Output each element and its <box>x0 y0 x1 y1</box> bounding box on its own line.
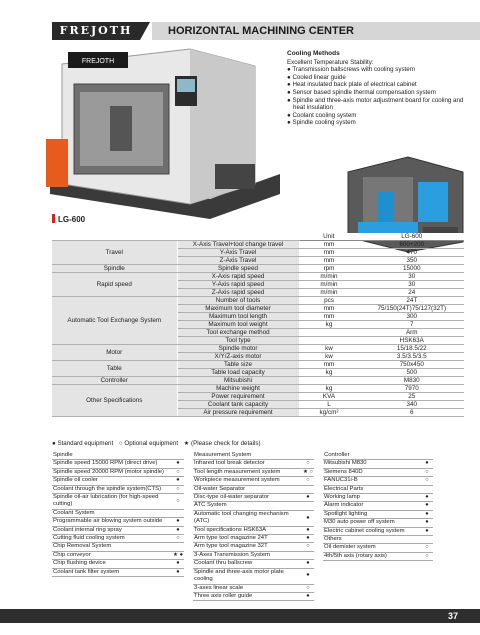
equipment-row <box>323 527 433 535</box>
spec-unit: mm <box>299 241 359 249</box>
spec-item: Tool type <box>177 337 299 345</box>
spec-unit: m/min <box>299 281 359 289</box>
equipment-mark: ● <box>302 568 314 584</box>
spec-value: 7 <box>359 321 464 329</box>
spec-value: Arm <box>359 329 464 337</box>
spec-group: Rapid speed <box>52 273 177 297</box>
equipment-row <box>193 535 314 543</box>
spec-item: Y-Axis Travel <box>177 249 299 257</box>
cooling-item: ● Spindle and three-axis motor adjustment board for cooling and heat insulation <box>287 96 464 112</box>
equipment-mark: ● <box>172 568 184 576</box>
svg-text:FREJOTH: FREJOTH <box>81 58 115 65</box>
equipment-mark: ● <box>172 518 184 526</box>
equipment-row <box>52 551 184 559</box>
equipment-name: Infrared tool break detector <box>193 460 302 468</box>
equipment-name: Tool specifications HSK63A <box>193 526 302 534</box>
spec-header-unit: Unit <box>299 233 359 241</box>
equipment-mark: ● <box>421 502 433 510</box>
model-name: LG-600 <box>58 215 86 224</box>
spec-value: HSK63A <box>359 337 464 345</box>
cooling-item: ● Spindle cooling system <box>287 119 356 127</box>
equipment-name: Arm type tool magazine 32T <box>193 543 302 551</box>
equipment-row <box>193 560 314 568</box>
equipment-name: Workpiece measurement system <box>193 477 302 485</box>
spec-item: X-Axis rapid speed <box>177 273 299 281</box>
equipment-row <box>323 519 433 527</box>
equipment-mark <box>421 485 433 493</box>
equipment-mark: ● <box>421 527 433 535</box>
spec-value: 500 <box>359 369 464 377</box>
spec-value: 30 <box>359 281 464 289</box>
spec-item: Table size <box>177 361 299 369</box>
equipment-mark <box>421 536 433 544</box>
spec-value: 600+200 <box>359 241 464 249</box>
equipment-mark: ● <box>302 510 314 526</box>
equipment-mark: ○ <box>302 543 314 551</box>
equipment-name: 4th/5th axis (rotary axis) <box>323 552 421 560</box>
spec-item: Power requirement <box>177 393 299 401</box>
header <box>0 22 480 40</box>
spec-unit: L <box>299 401 359 409</box>
equipment-name: Disc-type oil-water separator <box>193 494 302 502</box>
equipment-mark: ● <box>172 460 184 468</box>
spec-header-value: LG-600 <box>359 233 464 241</box>
spec-unit <box>299 337 359 345</box>
equipment-row <box>52 535 184 543</box>
equipment-mark: ● <box>421 510 433 518</box>
equipment-column-3 <box>323 452 433 561</box>
equipment-row <box>193 494 314 502</box>
equipment-mark: ● <box>421 460 433 468</box>
spec-header-blank <box>177 233 299 241</box>
cooling-item: ● Heat insulated back plate of electrical cabinet <box>287 81 417 89</box>
spec-item: Spindle motor <box>177 345 299 353</box>
equipment-row <box>52 560 184 568</box>
equipment-name: Oil demister system <box>323 544 421 552</box>
spec-unit: m/min <box>299 289 359 297</box>
cooling-title: Cooling Methods <box>287 50 340 57</box>
equipment-name: Spindle oil cooler <box>52 477 172 485</box>
spec-value: 24T <box>359 297 464 305</box>
spec-group: Other Specifications <box>52 385 177 417</box>
spec-item: Maximum tool weight <box>177 321 299 329</box>
spec-header-row <box>52 233 464 241</box>
spec-value: M830 <box>359 377 464 385</box>
equipment-row <box>323 477 433 485</box>
equipment-row <box>323 552 433 560</box>
spec-value: 6 <box>359 409 464 417</box>
equipment-row <box>52 468 184 476</box>
equipment-mark: ● <box>421 519 433 527</box>
equipment-name: Programmable air blowing system outside <box>52 518 172 526</box>
equipment-mark: ○ <box>421 468 433 476</box>
footer-bar <box>0 609 480 623</box>
equipment-row <box>52 460 184 468</box>
equipment-name: Coolant tank filter system <box>52 568 172 576</box>
equipment-mark: ○ <box>172 535 184 543</box>
equipment-name: M30 auto power off system <box>323 519 421 527</box>
equipment-mark: ○ <box>172 494 184 510</box>
model-label <box>52 214 85 224</box>
spec-value: 15/18.5/22 <box>359 345 464 353</box>
equipment-mark: ○ <box>172 485 184 493</box>
equipment-section-title: Electrical Parts <box>323 485 421 493</box>
equipment-name: Spindle oil-air lubrication (for high-speed cutting) <box>52 494 172 510</box>
equipment-row <box>323 544 433 552</box>
spec-value: 3.5/3.5/3.5 <box>359 353 464 361</box>
equipment-mark <box>172 452 184 460</box>
spec-item: Mitsubishi <box>177 377 299 385</box>
equipment-name: Three axis roller guide <box>193 592 302 600</box>
spec-group: Controller <box>52 377 177 385</box>
equipment-row <box>52 494 184 510</box>
spec-item: Z-Axis Travel <box>177 257 299 265</box>
equipment-section-title: Oil-water Separator <box>193 485 302 493</box>
spec-body <box>52 233 464 417</box>
spec-unit: mm <box>299 305 359 313</box>
equipment-name: Arm type tool magazine 24T <box>193 535 302 543</box>
equipment-row <box>323 468 433 476</box>
equipment-section-title: Controller <box>323 452 421 460</box>
spec-unit: mm <box>299 361 359 369</box>
equipment-section-header <box>323 485 433 493</box>
spec-unit: mm <box>299 249 359 257</box>
equipment-mark: ○ <box>421 477 433 485</box>
equipment-mark: ● <box>421 494 433 502</box>
equipment-mark <box>302 452 314 460</box>
equipment-mark: ○ <box>302 584 314 592</box>
equipment-section-title: Measurement System <box>193 452 302 460</box>
equipment-mark: ○ <box>302 477 314 485</box>
equipment-section-title: Coolant System <box>52 509 172 517</box>
equipment-mark: ● <box>302 592 314 600</box>
equipment-section-title: Spindle <box>52 452 172 460</box>
page-title: HORIZONTAL MACHINING CENTER <box>168 25 354 37</box>
spec-value: 7970 <box>359 385 464 393</box>
equipment-name: Alarm indicator <box>323 502 421 510</box>
equipment-row <box>323 510 433 518</box>
cooling-item: ● Sensor based spindle thermal compensation system <box>287 88 436 96</box>
spec-unit: mm <box>299 313 359 321</box>
legend-optional: ○ Optional equipment <box>118 440 179 447</box>
spec-value: 25 <box>359 393 464 401</box>
spec-row <box>52 273 464 281</box>
spec-unit: kg/cm² <box>299 409 359 417</box>
equipment-section-header <box>52 543 184 551</box>
spec-unit: kg <box>299 369 359 377</box>
equipment-mark <box>172 543 184 551</box>
equipment-name: Spindle speed 15000 RPM (direct drive) <box>52 460 172 468</box>
equipment-name: Tool length measurement system <box>193 468 302 476</box>
equipment-mark: ○ <box>421 544 433 552</box>
equipment-name: Siemens 840D <box>323 468 421 476</box>
equipment-name: FANUC31i-B <box>323 477 421 485</box>
equipment-name: Electric cabinet cooling system <box>323 527 421 535</box>
spec-unit: mm <box>299 257 359 265</box>
equipment-section-header <box>52 509 184 517</box>
spec-row <box>52 297 464 305</box>
equipment-mark: ● <box>302 560 314 568</box>
equipment-row <box>52 568 184 576</box>
spec-unit: pcs <box>299 297 359 305</box>
equipment-mark: ● <box>172 477 184 485</box>
equipment-mark <box>302 551 314 559</box>
equipment-mark: ○ <box>302 460 314 468</box>
spec-item: Y-Axis rapid speed <box>177 281 299 289</box>
equipment-row <box>193 584 314 592</box>
equipment-row <box>323 502 433 510</box>
cooling-item: ● Coolant cooling system <box>287 111 357 119</box>
equipment-name: Chip conveyor <box>52 551 172 559</box>
equipment-mark: ● <box>172 560 184 568</box>
spec-item: Coolant tank capacity <box>177 401 299 409</box>
equipment-mark <box>421 452 433 460</box>
equipment-row <box>193 543 314 551</box>
equipment-row <box>193 510 314 526</box>
equipment-mark: ○ <box>421 552 433 560</box>
spec-value: 15000 <box>359 265 464 273</box>
spec-group: Table <box>52 361 177 377</box>
equipment-section-title: Others <box>323 536 421 544</box>
spec-table <box>52 233 464 417</box>
equipment-row <box>193 468 314 476</box>
equipment-mark: ● <box>302 494 314 502</box>
spec-item: X-Axis Travel+tool change travel <box>177 241 299 249</box>
equipment-section-header <box>193 485 314 493</box>
spec-item: Tool exchange method <box>177 329 299 337</box>
equipment-row <box>52 485 184 493</box>
legend-check: ★ (Please check for details) <box>183 440 261 447</box>
spec-item: Spindle speed <box>177 265 299 273</box>
spec-unit: kg <box>299 321 359 329</box>
equipment-mark: ★ ● <box>173 551 183 558</box>
spec-unit <box>299 377 359 385</box>
equipment-name: Cutting fluid cooling system <box>52 535 172 543</box>
equipment-section-header <box>193 502 314 510</box>
spec-value: 350 <box>359 257 464 265</box>
equipment-section-header <box>323 452 433 460</box>
equipment-section-header <box>52 452 184 460</box>
equipment-row <box>193 460 314 468</box>
spec-value: 75/150(24T)75/127(32T) <box>359 305 464 313</box>
legend <box>52 440 265 447</box>
equipment-name: Working lamp <box>323 494 421 502</box>
cooling-intro: Excellent Temperature Stability: <box>287 58 374 66</box>
spec-item: X/Y/Z-axis motor <box>177 353 299 361</box>
equipment-section-header <box>323 536 433 544</box>
equipment-name: Spindle speed 20000 RPM (motor spindle) <box>52 468 172 476</box>
equipment-name: Coolant internal ring spray <box>52 526 172 534</box>
page-number: 37 <box>447 611 458 621</box>
equipment-section-title: Chip Removal System <box>52 543 172 551</box>
spec-row <box>52 265 464 273</box>
equipment-mark: ○ <box>172 468 184 476</box>
brand-logo: FREJOTH <box>52 22 140 40</box>
equipment-column-1 <box>52 452 184 577</box>
equipment-name: 3-axes linear scale <box>193 584 302 592</box>
spec-unit: kw <box>299 353 359 361</box>
legend-standard: ● Standard equipment <box>52 440 114 447</box>
equipment-row <box>193 568 314 584</box>
spec-group: Spindle <box>52 265 177 273</box>
spec-item: Air pressure requirement <box>177 409 299 417</box>
equipment-section-title: 3-Axes Transmission System <box>193 551 302 559</box>
equipment-name: Chip flushing device <box>52 560 172 568</box>
spec-item: Maximum tool diameter <box>177 305 299 313</box>
spec-row <box>52 361 464 369</box>
equipment-mark: ● <box>302 526 314 534</box>
spec-row <box>52 345 464 353</box>
spec-item: Machine weight <box>177 385 299 393</box>
equipment-mark: ● <box>172 526 184 534</box>
equipment-section-title: ATC System <box>193 502 302 510</box>
equipment-row <box>52 526 184 534</box>
equipment-mark: ● <box>302 535 314 543</box>
equipment-row <box>52 477 184 485</box>
spec-row <box>52 377 464 385</box>
equipment-name: Spindle and three-axis motor plate cooling <box>193 568 302 584</box>
equipment-name: Mitsubishi M830 <box>323 460 421 468</box>
spec-unit: kg <box>299 385 359 393</box>
spec-item: Number of tools <box>177 297 299 305</box>
machine-main-image <box>40 44 288 224</box>
spec-group: Travel <box>52 241 177 265</box>
equipment-name: Coolant thru ballscrew <box>193 560 302 568</box>
cooling-item: ● Transmission ballscrews with cooling system <box>287 66 415 74</box>
spec-group: Motor <box>52 345 177 361</box>
equipment-section-header <box>193 452 314 460</box>
equipment-name: Coolant through the spindle system(CTS) <box>52 485 172 493</box>
spec-value: 300 <box>359 313 464 321</box>
spec-unit: kw <box>299 345 359 353</box>
equipment-row <box>193 477 314 485</box>
spec-unit: rpm <box>299 265 359 273</box>
spec-unit <box>299 329 359 337</box>
accent-bar <box>52 214 55 223</box>
cooling-methods <box>287 50 472 127</box>
spec-row <box>52 241 464 249</box>
spec-unit: m/min <box>299 273 359 281</box>
equipment-row <box>323 494 433 502</box>
spec-value: 24 <box>359 289 464 297</box>
spec-item: Maximum tool length <box>177 313 299 321</box>
equipment-mark <box>172 509 184 517</box>
spec-unit: KVA <box>299 393 359 401</box>
equipment-row <box>52 518 184 526</box>
spec-value: 750x450 <box>359 361 464 369</box>
cooling-item: ● Cooled linear guide <box>287 73 346 81</box>
spec-item: Table load capacity <box>177 369 299 377</box>
spec-row <box>52 385 464 393</box>
spec-header-blank <box>52 233 177 241</box>
equipment-row <box>323 460 433 468</box>
equipment-mark <box>302 485 314 493</box>
equipment-name: Automatic tool changing mechanism (ATC) <box>193 510 302 526</box>
spec-item: Z-Axis rapid speed <box>177 289 299 297</box>
equipment-mark: ★ ○ <box>303 468 313 475</box>
spec-value: 340 <box>359 401 464 409</box>
equipment-section-header <box>193 551 314 559</box>
equipment-name: Spotlight lighting <box>323 510 421 518</box>
spec-value: 30 <box>359 273 464 281</box>
spec-group: Automatic Tool Exchange System <box>52 297 177 345</box>
equipment-row <box>193 526 314 534</box>
spec-value: 470 <box>359 249 464 257</box>
equipment-column-2 <box>193 452 314 601</box>
equipment-row <box>193 592 314 600</box>
equipment-mark <box>302 502 314 510</box>
